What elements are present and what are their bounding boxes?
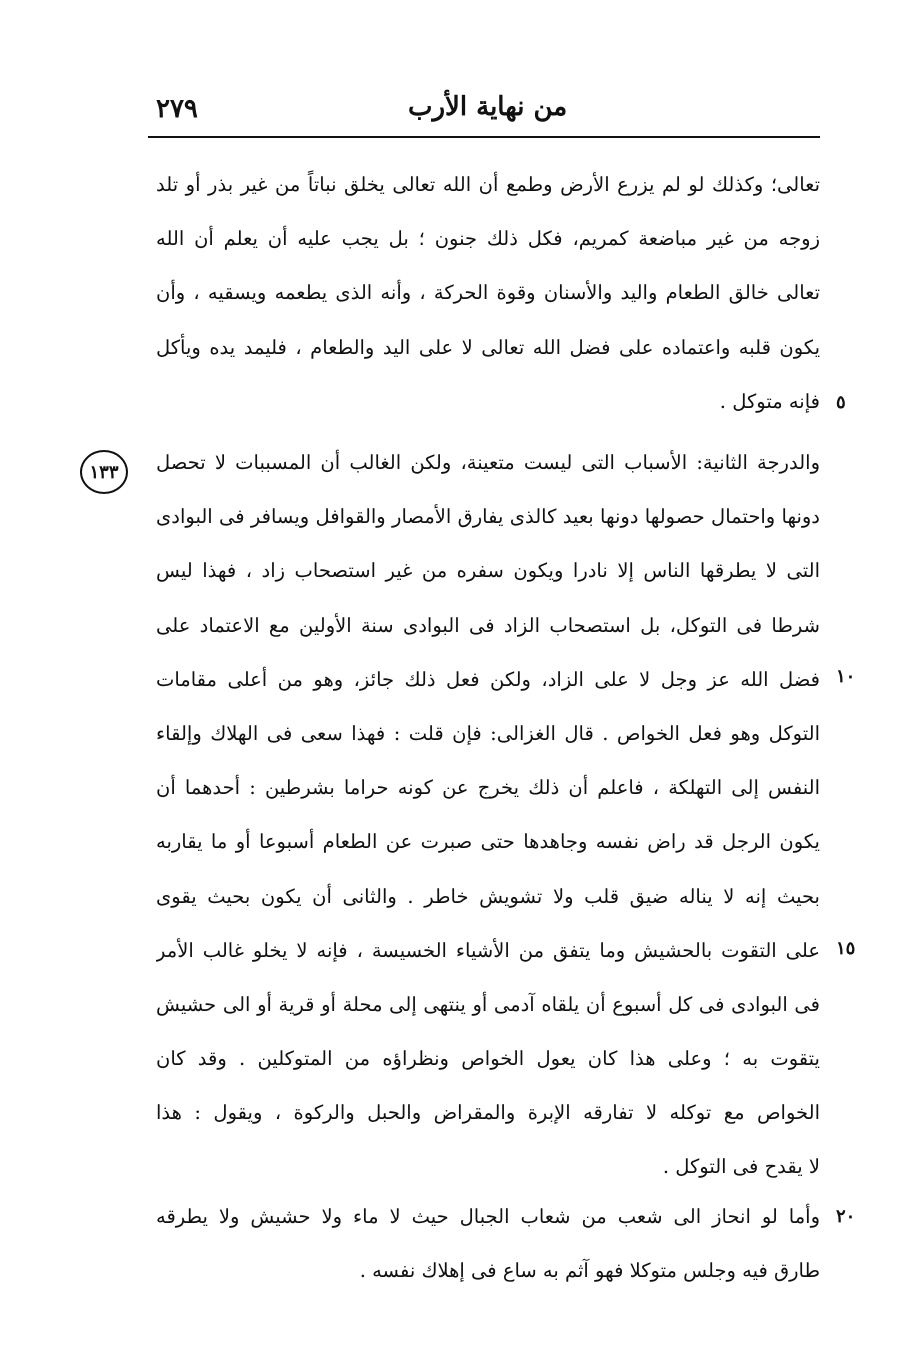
text-line: بحيث إنه لا يناله ضيق قلب ولا تشويش خاطر . والثانى أن يكون بحيث يقوى — [156, 884, 820, 908]
page-number: ٢٧٩ — [156, 94, 198, 124]
paragraph-1 — [156, 158, 820, 429]
text-line: التوكل وهو فعل الخواص . قال الغزالى: فإن قلت : فهذا سعى فى الهلاك وإلقاء — [156, 721, 820, 745]
line-number-10: ١٠ — [836, 666, 856, 687]
text-line: على التقوت بالحشيش وما يتفق من الأشياء الخسيسة ، فإنه لا يخلو غالب الأمر — [156, 938, 820, 962]
text-line: طارق فيه وجلس متوكلا فهو آثم به ساع فى إهلاك نفسه . — [359, 1259, 820, 1283]
text-line: وأما لو انحاز الى شعب من شعاب الجبال حيث لا ماء ولا حشيش ولا يطرقه — [156, 1205, 820, 1228]
running-title: من نهاية الأرب — [408, 92, 568, 122]
text-line: يكون قلبه واعتماده على فضل الله تعالى لا على اليد والطعام ، فليمد يده ويأكل — [156, 335, 820, 359]
text-line: يكون الرجل قد راض نفسه وجاهدها حتى صبرت عن الطعام أسبوعا أو ما يقاربه — [156, 830, 820, 854]
text-line: فإنه متوكل . — [719, 389, 820, 413]
text-line: فى البوادى فى كل أسبوع أن يلقاه آدمى أو ينتهى إلى محلة أو قرية أو الى حشيش — [156, 992, 820, 1016]
paragraph-2 — [156, 436, 820, 1195]
margin-stamp: ١٣٣ — [80, 450, 128, 494]
text-line: شرطا فى التوكل، بل استصحاب الزاد فى البوادى سنة الأولين مع الاعتماد على — [156, 613, 820, 637]
text-line: دونها واحتمال حصولها دونها بعيد كالذى يفارق الأمصار والقوافل ويسافر فى البوادى — [156, 505, 820, 529]
text-line: فضل الله عز وجل لا على الزاد، ولكن فعل ذلك جائز، وهو من أعلى مقامات — [156, 667, 820, 691]
text-line: يتقوت به ؛ وعلى هذا كان يعول الخواص ونظراؤه من المتوكلين . وقد كان — [156, 1047, 820, 1071]
text-line: الخواص مع توكله لا تفارقه الإبرة والمقراض والحبل والركوة ، ويقول : هذا — [156, 1101, 820, 1125]
line-number-20: ٢٠ — [836, 1206, 856, 1227]
text-line: التى لا يطرقها الناس إلا نادرا ويكون سفره من غير استصحاب زاد ، فهذا ليس — [156, 559, 820, 583]
line-number-15: ١٥ — [836, 938, 856, 959]
line-number-5: ٥ — [836, 392, 846, 413]
page-header — [148, 88, 820, 138]
text-line: والدرجة الثانية: الأسباب التى ليست متعينة، ولكن الغالب أن المسببات لا تحصل — [156, 451, 820, 474]
text-line: تعالى؛ وكذلك لو لم يزرع الأرض وطمع أن الله تعالى يخلق نباتاً من غير بذر أو تلد — [156, 173, 820, 196]
text-line: زوجه من غير مباضعة كمريم، فكل ذلك جنون ؛ بل يجب عليه أن يعلم أن الله — [156, 227, 820, 251]
text-line: تعالى خالق الطعام واليد والأسنان وقوة الحركة ، وأنه الذى يطعمه ويسقيه ، وأن — [156, 281, 820, 305]
paragraph-3 — [156, 1190, 820, 1298]
text-line: النفس إلى التهلكة ، فاعلم أن ذلك يخرج عن كونه حراما بشرطين : أحدهما أن — [156, 776, 820, 800]
text-line: لا يقدح فى التوكل . — [662, 1155, 820, 1179]
